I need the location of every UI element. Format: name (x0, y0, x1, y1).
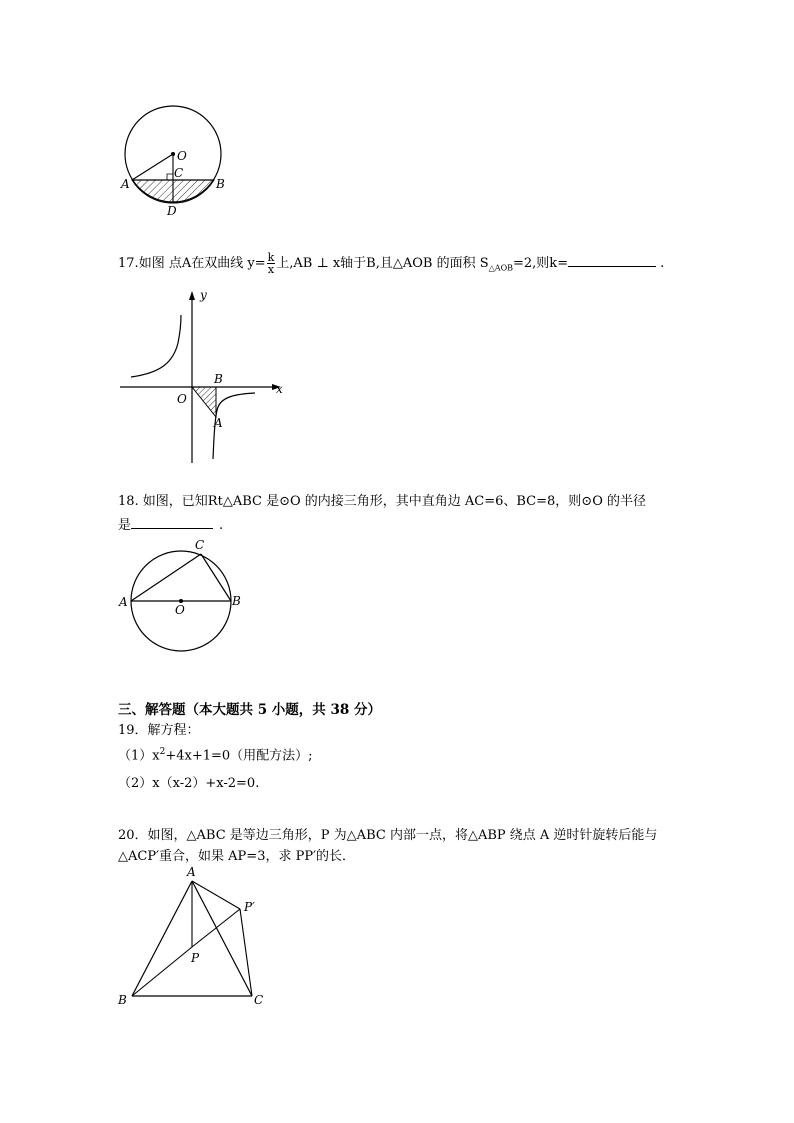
q17-y-eq: y= (247, 256, 266, 271)
label-c: C (254, 993, 264, 1007)
question-20-line2: △ACP′重合，如果 AP=3，求 PP′的长． (118, 849, 356, 864)
question-18-line1: 18. 如图，已知Rt△ABC 是⊙O 的内接三角形，其中直角边 AC=6、BC=8，则⊙O 的半径 (118, 494, 646, 509)
q17-period: . (660, 256, 665, 271)
q17-fraction (267, 252, 276, 275)
q19-1-prefix: （1）x (118, 748, 160, 764)
q19-1-sup: 2 (159, 747, 166, 757)
label-o: O (175, 603, 185, 617)
label-b: B (232, 594, 241, 608)
q17-frac-den: x (267, 263, 275, 276)
q17-text-after: =2,则k= (513, 256, 569, 271)
q19-1-suffix: +4x+1=0（用配方法）; (165, 748, 313, 764)
answer-blank-17[interactable] (568, 252, 656, 267)
q18-prefix: 是 (118, 518, 132, 533)
q17-frac-num: k (267, 251, 275, 264)
q19-part1 (118, 742, 313, 766)
rotation-triangle-figure (112, 865, 277, 1015)
label-o: O (177, 392, 187, 406)
label-a: A (214, 416, 223, 430)
label-c: C (195, 538, 205, 552)
q19-title: 19．解方程： (118, 723, 200, 738)
label-a: A (187, 865, 196, 879)
q17-subscript: △AOB (488, 263, 514, 273)
label-b: B (214, 372, 223, 386)
circle-segment-figure (115, 100, 235, 225)
label-o: O (177, 149, 187, 163)
inscribed-triangle-figure (115, 535, 250, 660)
label-b: B (216, 177, 225, 191)
section-heading: 三、解答题（本大题共 5 小题，共 38 分） (118, 702, 381, 718)
center-point (171, 152, 175, 156)
q19-part2: （2）x（x-2）+x-2=0. (118, 776, 260, 791)
label-c: C (174, 166, 184, 180)
label-p: P (191, 951, 200, 965)
question-18-line2 (118, 514, 223, 536)
q17-number: 17. (118, 256, 139, 271)
label-a: A (119, 595, 128, 609)
shaded-triangle (192, 387, 216, 417)
q17-text-mid: 上,AB ⊥ x轴于B,且△AOB 的面积 S (276, 256, 489, 271)
q17-text-before: 如图 点A在双曲线 (138, 256, 244, 271)
hyperbola-branch-left (131, 315, 181, 377)
hyperbola-figure (115, 285, 295, 467)
label-p-prime: P′ (244, 900, 255, 914)
question-20-line1: 20．如图，△ABC 是等边三角形，P 为△ABC 内部一点，将△ABP 绕点 A 逆时针旋转后能与 (118, 828, 658, 843)
answer-blank-18[interactable] (131, 514, 213, 529)
label-a: A (121, 177, 130, 191)
label-x: x (276, 382, 283, 396)
label-d: D (167, 204, 177, 218)
question-17 (118, 252, 664, 279)
label-y: y (200, 288, 207, 302)
q18-suffix: . (219, 518, 224, 533)
label-b: B (118, 993, 127, 1007)
